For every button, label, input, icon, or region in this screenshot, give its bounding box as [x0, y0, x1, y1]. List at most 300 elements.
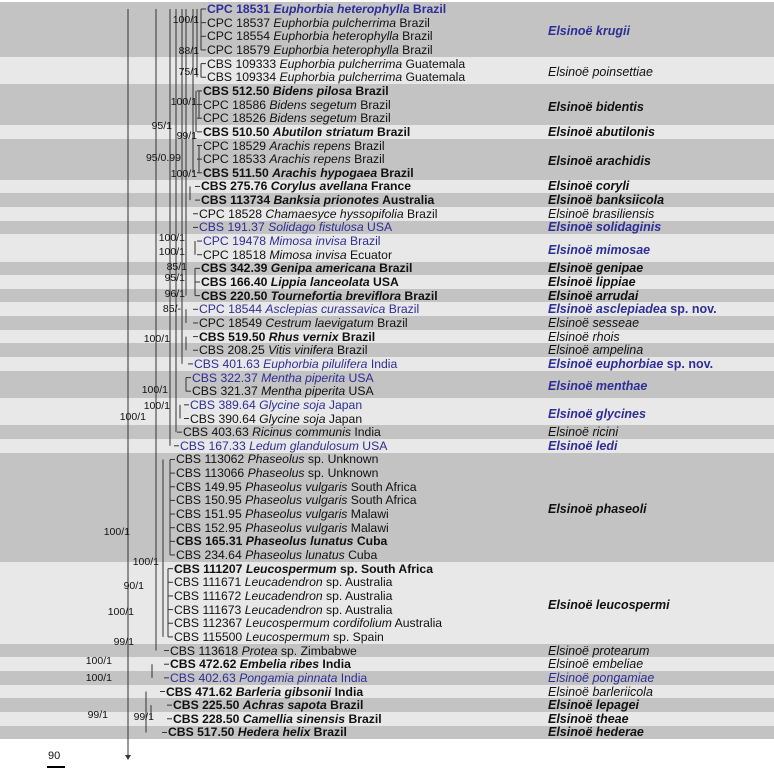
host-name: Asclepias curassavica	[265, 302, 386, 317]
strain-id: CBS 111671	[174, 575, 245, 590]
strain-id: CBS 111207	[174, 561, 246, 576]
location: Brazil	[356, 97, 391, 112]
strain-id: CBS 228.50	[173, 711, 243, 726]
support-value: 75/1	[178, 65, 199, 78]
support-value: 99/1	[113, 636, 134, 649]
strain-id: CPC 18531	[207, 2, 274, 16]
host-name: Phaseolus	[247, 466, 305, 481]
taxon-label	[201, 179, 411, 193]
host-name: Phaseolus vulgaris	[245, 507, 348, 522]
taxon-label	[207, 70, 465, 84]
species-label	[548, 316, 639, 330]
species-label	[548, 330, 620, 344]
species-name: Elsinoë leucospermi	[548, 597, 670, 612]
host-name: Mentha piperita	[261, 384, 346, 399]
location: USA	[358, 438, 388, 453]
strain-id: CBS 220.50	[201, 288, 271, 303]
species-name: Elsinoë sesseae	[548, 315, 640, 330]
strain-id: CPC 18526	[203, 111, 270, 126]
strain-id: CBS 321.37	[192, 384, 262, 399]
strain-id: CBS 472.62	[170, 657, 240, 672]
taxon-label	[173, 698, 363, 712]
species-label	[548, 379, 647, 393]
taxon-label	[192, 384, 374, 398]
support-value: 100/1	[170, 95, 197, 108]
taxon-label	[203, 152, 385, 166]
species-label	[548, 289, 638, 303]
support-value: 85/-	[162, 303, 181, 316]
strain-id: CBS 113066	[176, 466, 248, 481]
location: Guatemala	[402, 70, 466, 85]
strain-id: CBS 113062	[176, 452, 248, 467]
location: South Africa	[357, 561, 433, 576]
strain-id: CPC 18537	[207, 15, 274, 30]
strain-id: CPC 18533	[203, 152, 270, 167]
species-abbrev: sp.	[336, 561, 358, 576]
scale-bar	[47, 766, 65, 768]
species-name: Elsinoë coryli	[548, 179, 630, 194]
species-label	[548, 712, 629, 726]
host-name: Lippia lanceolata	[270, 275, 370, 289]
species-abbrev: sp.	[304, 452, 325, 467]
taxon-label	[201, 275, 399, 289]
host-name: Glycine soja	[259, 411, 326, 426]
species-label	[548, 65, 653, 79]
species-label	[548, 502, 647, 516]
host-name: Bidens pilosa	[272, 83, 353, 98]
host-name: Leucadendron	[244, 588, 323, 603]
support-value: 95/1	[164, 271, 185, 284]
host-name: Phaseolus lunatus	[245, 534, 354, 549]
location: Brazil	[375, 261, 413, 276]
location: Australia	[391, 616, 443, 631]
support-value: 100/1	[85, 671, 112, 684]
location: France	[367, 179, 412, 194]
host-name: Arachis repens	[269, 152, 351, 167]
taxon-label	[201, 261, 412, 275]
host-name: Arachis hypogaea	[272, 165, 378, 180]
location: Spain	[349, 629, 384, 644]
host-name: Bidens segetum	[269, 97, 357, 112]
location: Brazil	[310, 725, 347, 740]
location: Brazil	[326, 698, 364, 713]
species-name: Elsinoë menthae	[548, 379, 648, 394]
taxon-label	[203, 111, 391, 125]
host-name: Tournefortia breviflora	[270, 288, 402, 303]
species-abbrev: sp.	[329, 629, 350, 644]
taxon-label	[176, 493, 417, 507]
location: Brazil	[401, 288, 438, 303]
taxon-label	[170, 671, 367, 685]
species-name: Elsinoë arachidis	[548, 154, 651, 169]
host-name: Abutilon striatum	[272, 124, 374, 139]
strain-id: CBS 342.39	[201, 261, 271, 276]
strain-id: CBS 109333	[207, 56, 280, 71]
host-name: Bidens segetum	[269, 111, 357, 126]
location: USA	[345, 384, 374, 399]
strain-id: CPC 18518	[203, 247, 270, 262]
species-name: Elsinoë lippiae	[548, 275, 636, 289]
species-name: Elsinoë solidaginis	[548, 220, 662, 235]
species-label	[548, 407, 646, 421]
host-name: Phaseolus vulgaris	[245, 493, 348, 508]
species-label	[548, 439, 617, 453]
taxon-label	[207, 43, 433, 57]
location: Australia	[342, 575, 393, 590]
strain-id: CBS 517.50	[168, 725, 238, 740]
host-name: Phaseolus lunatus	[245, 548, 345, 562]
host-name: Mimosa invisa	[269, 247, 347, 262]
host-name: Cestrum laevigatum	[265, 315, 374, 330]
taxon-label	[176, 466, 378, 480]
location: Brazil	[403, 206, 438, 221]
taxon-label	[207, 2, 446, 16]
location: Australia	[345, 588, 393, 603]
host-name: Euphorbia heterophylla	[273, 2, 410, 16]
host-name: Phaseolus vulgaris	[245, 479, 348, 494]
location: Cuba	[353, 534, 388, 549]
species-name: Elsinoë phaseoli	[548, 502, 647, 517]
location: Brazil	[409, 2, 447, 16]
host-name: Leucospermum	[245, 561, 337, 576]
taxon-label	[199, 207, 437, 221]
strain-id: CBS 111673	[174, 602, 245, 617]
strain-id: CBS 234.64	[176, 548, 246, 562]
host-name: Euphorbia pulcherrima	[273, 15, 397, 30]
strain-id: CBS 166.40	[201, 275, 271, 289]
species-name: Elsinoë barleriicola	[548, 684, 653, 699]
species-label	[548, 275, 636, 289]
location: India	[337, 670, 368, 685]
taxon-label	[176, 480, 417, 494]
species-name: Elsinoë genipae	[548, 261, 644, 276]
support-value: 100/1	[103, 525, 130, 538]
strain-id: CPC 18554	[207, 29, 274, 44]
strain-id: CBS 511.50	[203, 165, 273, 180]
location: Brazil	[346, 234, 381, 249]
species-suffix: sp. nov.	[663, 356, 714, 371]
species-label	[548, 698, 639, 712]
strain-id: CBS 389.64	[190, 397, 260, 412]
host-name: Rhus vernix	[268, 329, 339, 344]
taxon-label	[203, 234, 381, 248]
species-name: Elsinoë protearum	[548, 643, 650, 658]
species-label	[548, 100, 644, 114]
species-name: Elsinoë lepagei	[548, 698, 640, 713]
species-label	[548, 598, 670, 612]
species-name: Elsinoë asclepiadea	[548, 302, 667, 317]
taxon-label	[173, 712, 382, 726]
species-label	[548, 302, 717, 316]
strain-id: CBS 471.62	[166, 684, 236, 699]
taxon-label	[207, 16, 430, 30]
taxon-label	[199, 316, 408, 330]
location: Zimbabwe	[297, 643, 357, 658]
host-name: Embelia ribes	[239, 657, 320, 672]
location: Brazil	[373, 124, 411, 139]
location: Brazil	[385, 302, 420, 317]
support-value: 95/0.99	[145, 151, 181, 164]
species-label	[548, 685, 653, 699]
strain-id: CPC 19478	[203, 234, 270, 249]
host-name: Leucadendron	[244, 575, 323, 590]
taxon-label	[174, 603, 392, 617]
species-label	[548, 357, 713, 371]
taxon-label	[201, 289, 438, 303]
species-label	[548, 261, 643, 275]
strain-id: CBS 390.64	[190, 411, 260, 426]
location: USA	[369, 275, 399, 289]
host-name: Phaseolus vulgaris	[245, 520, 348, 535]
taxon-label	[176, 521, 389, 535]
strain-id: CBS 113618	[170, 643, 242, 658]
strain-id: CBS 519.50	[199, 329, 269, 344]
taxon-label	[176, 452, 378, 466]
location: Brazil	[352, 83, 389, 98]
support-value: 100/1	[107, 606, 134, 619]
species-name: Elsinoë poinsettiae	[548, 65, 653, 80]
strain-id: CBS 402.63	[170, 670, 240, 685]
host-name: Glycine soja	[259, 397, 326, 412]
strain-id: CBS 112367	[174, 616, 246, 631]
strain-id: CBS 322.37	[192, 370, 262, 385]
species-label	[548, 425, 618, 439]
species-label	[548, 207, 654, 221]
species-name: Elsinoë hederae	[548, 725, 644, 740]
location: India	[351, 425, 381, 440]
host-name: Ledum glandulosum	[249, 438, 359, 453]
species-abbrev: sp.	[322, 575, 343, 590]
host-name: Euphorbia heterophylla	[273, 42, 399, 57]
host-name: Banksia prionotes	[273, 193, 380, 208]
support-value: 100/1	[141, 383, 168, 396]
species-abbrev: sp.	[277, 643, 298, 658]
strain-id: CBS 115500	[174, 629, 246, 644]
support-value: 100/1	[170, 168, 197, 181]
taxon-label	[176, 548, 377, 562]
host-name: Euphorbia heterophylla	[273, 29, 399, 44]
taxon-label	[174, 575, 392, 589]
location: Unknown	[324, 452, 379, 467]
support-value: 100/1	[119, 411, 146, 424]
strain-id: CBS 150.95	[176, 493, 246, 508]
location: Australia	[379, 193, 435, 208]
taxon-label	[199, 220, 392, 234]
host-name: Euphorbia pilulifera	[263, 356, 368, 371]
taxon-label	[203, 98, 391, 112]
host-name: Leucadendron	[244, 602, 323, 617]
taxon-label	[207, 29, 433, 43]
taxon-label	[190, 398, 362, 412]
taxon-label	[174, 562, 433, 576]
taxon-label	[203, 84, 389, 98]
support-value: 100/1	[132, 555, 159, 568]
host-name: Solidago fistulosa	[268, 220, 364, 235]
host-name: Arachis repens	[269, 138, 351, 153]
taxon-label	[174, 630, 384, 644]
host-name: Protea	[241, 643, 278, 658]
taxon-label	[166, 685, 363, 699]
species-name: Elsinoë ampelina	[548, 343, 644, 358]
taxon-label	[201, 193, 434, 207]
support-value: 100/1	[143, 333, 170, 346]
strain-id: CPC 18549	[199, 315, 266, 330]
location: Brazil	[338, 329, 376, 344]
location: India	[331, 684, 364, 699]
species-label	[548, 671, 654, 685]
taxon-label	[180, 439, 387, 453]
host-name: Leucospermum cordifolium	[245, 616, 392, 631]
species-name: Elsinoë glycines	[548, 406, 646, 421]
species-name: Elsinoë ricini	[548, 425, 619, 440]
support-value: 96/1	[164, 288, 185, 301]
species-name: Elsinoë rhois	[548, 329, 620, 344]
species-name: Elsinoë embeliae	[548, 657, 644, 672]
host-name: Mentha piperita	[261, 370, 346, 385]
taxon-label	[170, 644, 357, 658]
host-name: Leucospermum	[245, 629, 330, 644]
strain-id: CBS 512.50	[203, 83, 273, 98]
support-value: 85/1	[166, 260, 187, 273]
species-name: Elsinoë abutilonis	[548, 124, 655, 139]
location: Unknown	[324, 466, 379, 481]
species-name: Elsinoë bidentis	[548, 99, 644, 114]
strain-id: CPC 18544	[199, 302, 266, 317]
species-name: Elsinoë krugii	[548, 24, 630, 39]
support-value: 90/1	[123, 580, 144, 593]
support-value: 100/1	[158, 245, 185, 258]
taxon-label	[168, 725, 347, 739]
species-name: Elsinoë brasiliensis	[548, 206, 655, 221]
strain-id: CBS 275.76	[201, 179, 271, 194]
host-name: Barleria gibsonii	[235, 684, 332, 699]
species-abbrev: sp.	[304, 466, 325, 481]
species-label	[548, 125, 655, 139]
root-marker	[125, 755, 131, 760]
strain-id: CBS 165.31	[176, 534, 246, 549]
strain-id: CBS 113734	[201, 193, 274, 208]
support-value: 100/1	[85, 655, 112, 668]
support-value: 99/1	[133, 711, 154, 724]
host-name: Ricinus communis	[252, 425, 351, 440]
support-value: 99/1	[87, 708, 108, 721]
location: USA	[363, 220, 393, 235]
strain-id: CPC 18529	[203, 138, 270, 153]
host-name: Mimosa invisa	[269, 234, 347, 249]
location: India	[319, 657, 351, 672]
location: Japan	[325, 397, 363, 412]
host-name: Euphorbia pulcherrima	[279, 56, 403, 71]
strain-id: CBS 149.95	[176, 479, 246, 494]
taxon-label	[207, 57, 465, 71]
strain-id: CBS 510.50	[203, 124, 273, 139]
strain-id: CBS 401.63	[194, 356, 264, 371]
taxon-label	[176, 534, 387, 548]
species-name: Elsinoë theae	[548, 711, 629, 726]
host-name: Chamaesyce hyssopifolia	[265, 206, 404, 221]
location: Brazil	[333, 343, 368, 358]
species-label	[548, 24, 630, 38]
location: Brazil	[398, 29, 433, 44]
host-name: Euphorbia pulcherrima	[279, 70, 403, 85]
species-name: Elsinoë mimosae	[548, 242, 651, 257]
host-name: Vitis vinifera	[268, 343, 334, 358]
taxon-label	[176, 507, 389, 521]
support-value: 100/1	[143, 400, 170, 413]
strain-id: CBS 208.25	[199, 343, 269, 358]
host-name: Camellia sinensis	[242, 711, 346, 726]
taxon-label	[203, 125, 410, 139]
species-label	[548, 193, 664, 207]
strain-id: CBS 111672	[174, 588, 245, 603]
scale-label: 90	[48, 750, 61, 762]
taxon-label	[192, 371, 374, 385]
location: South Africa	[347, 493, 417, 508]
location: Guatemala	[402, 56, 466, 71]
location: Brazil	[345, 711, 382, 726]
taxon-label	[174, 589, 392, 603]
species-label	[548, 725, 644, 739]
host-name: Phaseolus	[247, 452, 305, 467]
location: Brazil	[350, 138, 385, 153]
location: USA	[345, 370, 374, 385]
strain-id: CBS 109334	[207, 70, 280, 85]
strain-id: CBS 151.95	[176, 507, 246, 522]
species-suffix: sp. nov.	[666, 302, 717, 317]
taxon-label	[174, 616, 442, 630]
species-label	[548, 220, 661, 234]
species-label	[548, 179, 629, 193]
taxon-label	[199, 343, 367, 357]
location: Ecuator	[346, 247, 393, 262]
host-name: Corylus avellana	[270, 179, 368, 194]
species-abbrev: sp.	[322, 602, 343, 617]
support-value: 100/1	[172, 13, 199, 26]
species-label	[548, 644, 649, 658]
species-label	[548, 154, 651, 168]
species-name: Elsinoë ledi	[548, 438, 618, 453]
taxon-label	[203, 166, 414, 180]
location: Brazil	[398, 42, 433, 57]
location: Brazil	[373, 315, 408, 330]
strain-id: CPC 18586	[203, 97, 270, 112]
location: Australia	[342, 602, 393, 617]
location: South Africa	[347, 479, 417, 494]
strain-id: CBS 152.95	[176, 520, 246, 535]
species-abbrev: sp.	[322, 588, 345, 603]
location: India	[367, 356, 398, 371]
location: Brazil	[356, 111, 391, 126]
species-label	[548, 243, 650, 257]
support-value: 88/1	[178, 45, 199, 58]
taxon-label	[203, 139, 385, 153]
host-name: Genipa americana	[270, 261, 376, 276]
taxon-label	[170, 657, 351, 671]
support-value: 95/1	[151, 120, 172, 133]
strain-id: CBS 191.37	[199, 220, 269, 235]
species-name: Elsinoë pongamiae	[548, 670, 655, 685]
location: Malawi	[347, 507, 389, 522]
support-value: 99/1	[176, 129, 197, 142]
host-name: Hedera helix	[237, 725, 311, 740]
species-label	[548, 657, 643, 671]
taxon-label	[203, 248, 392, 262]
strain-id: CBS 167.33	[180, 438, 250, 453]
strain-id: CBS 225.50	[173, 698, 243, 713]
location: Malawi	[347, 520, 389, 535]
species-name: Elsinoë banksiicola	[548, 193, 665, 208]
taxon-label	[194, 357, 397, 371]
